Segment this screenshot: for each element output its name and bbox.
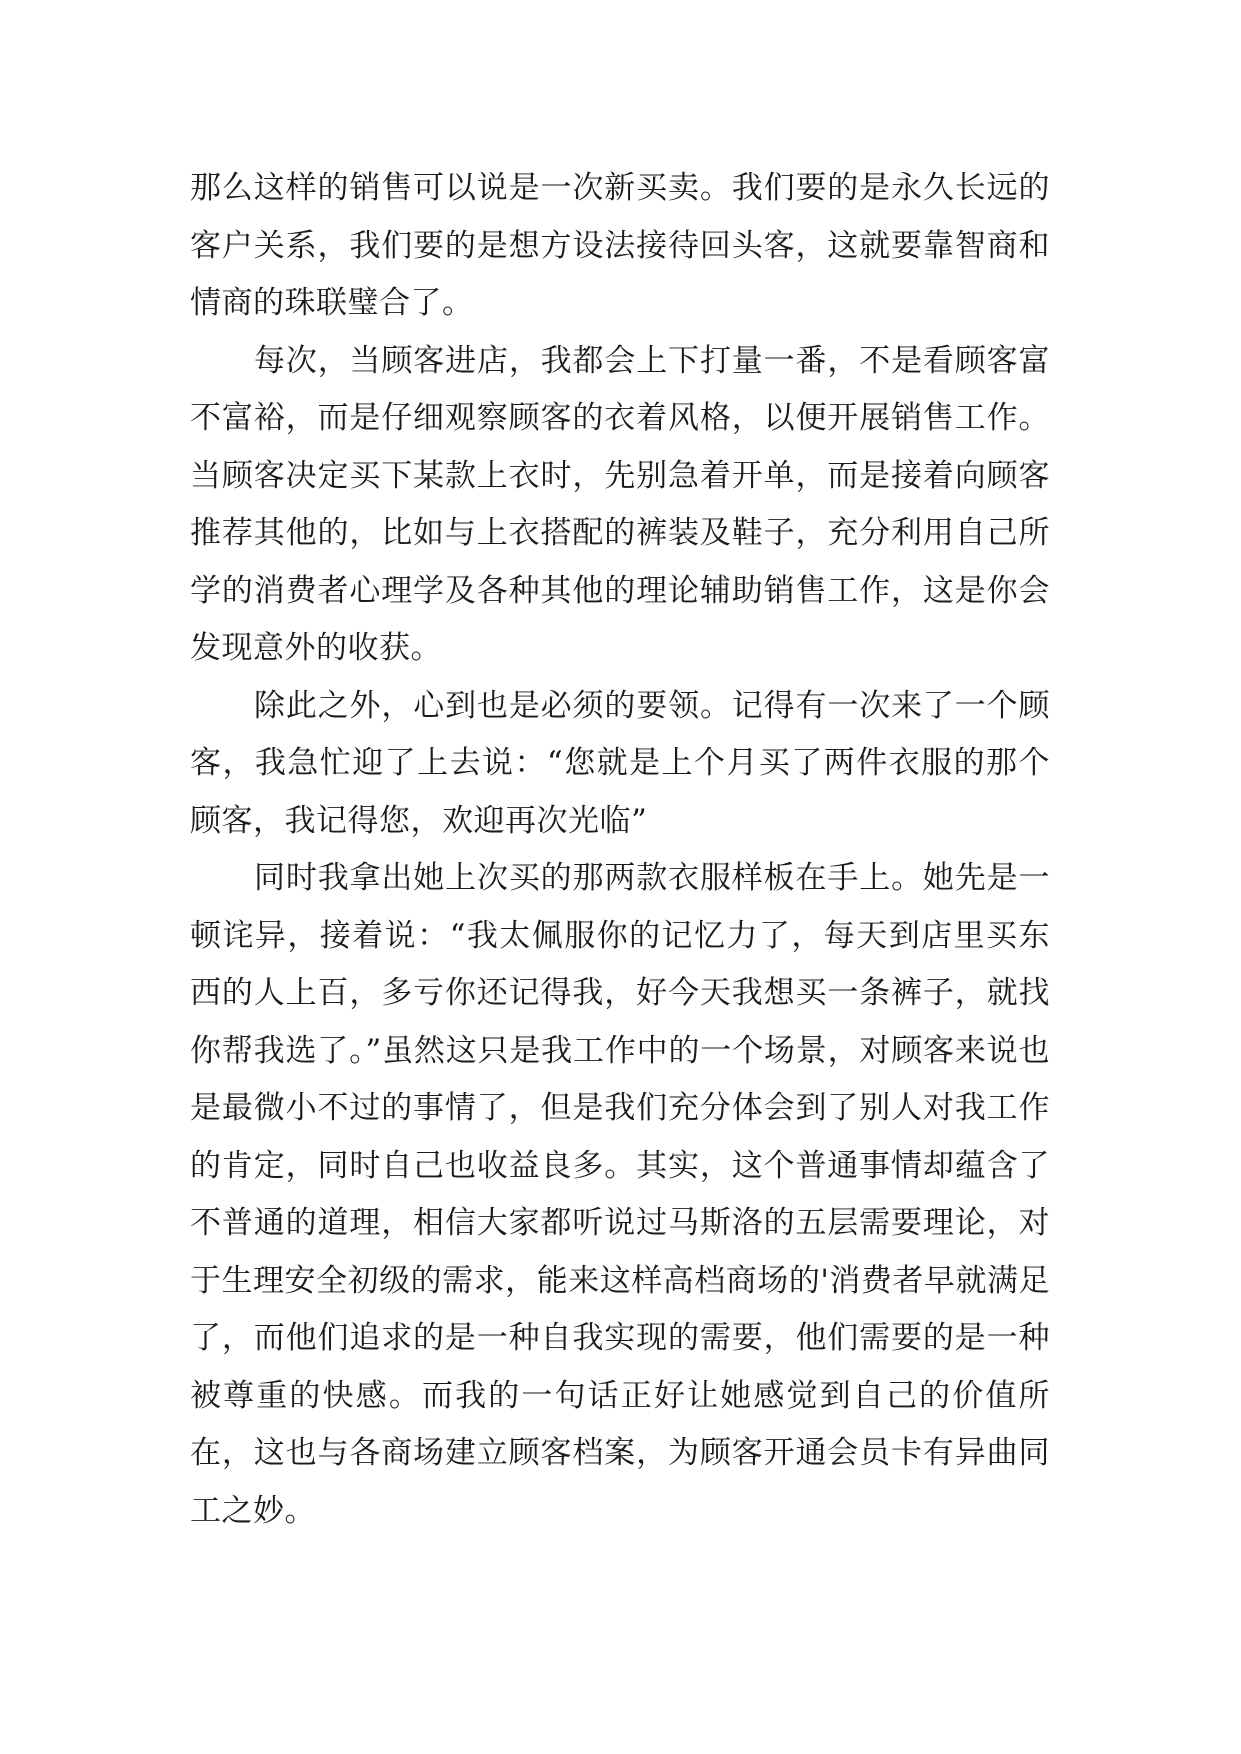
paragraph-1: 那么这样的销售可以说是一次新买卖。我们要的是永久长远的客户关系，我们要的是想方设法接待回头客，这就要靠智商和情商的珠联璧合了。 <box>190 170 1050 321</box>
paragraph-4: 同时我拿出她上次买的那两款衣服样板在手上。她先是一顿诧异，接着说：“我太佩服你的记忆力了，每天到店里买东西的人上百，多亏你还记得我，好今天我想买一条裤子，就找你帮我选了。”虽然这只是我工作中的一个场景，对顾客来说也是最微小不过的事情了，但是我们充分体会到了别人对我工作的肯定，同时自己也收益良多。其实，这个普通事情却蕴含了不普通的道理，相信大家都听说过马斯洛的五层需要理论，对于生理安全初级的需求，能来这样高档商场的'消费者早就满足了，而他们追求的是一种自我实现的需要，他们需要的是一种被尊重的快感。而我的一句话正好让她感觉到自己的价值所在，这也与各商场建立顾客档案，为顾客开通会员卡有异曲同工之妙。 <box>190 860 1050 1529</box>
document-body <box>190 160 1050 1540</box>
paragraph-3: 除此之外，心到也是必须的要领。记得有一次来了一个顾客，我急忙迎了上去说：“您就是上个月买了两件衣服的那个顾客，我记得您，欢迎再次光临” <box>190 687 1050 839</box>
paragraph-2: 每次，当顾客进店，我都会上下打量一番，不是看顾客富不富裕，而是仔细观察顾客的衣着风格，以便开展销售工作。当顾客决定买下某款上衣时，先别急着开单，而是接着向顾客推荐其他的，比如与上衣搭配的裤装及鞋子，充分利用自己所学的消费者心理学及各种其他的理论辅助销售工作，这是你会发现意外的收获。 <box>190 342 1050 666</box>
